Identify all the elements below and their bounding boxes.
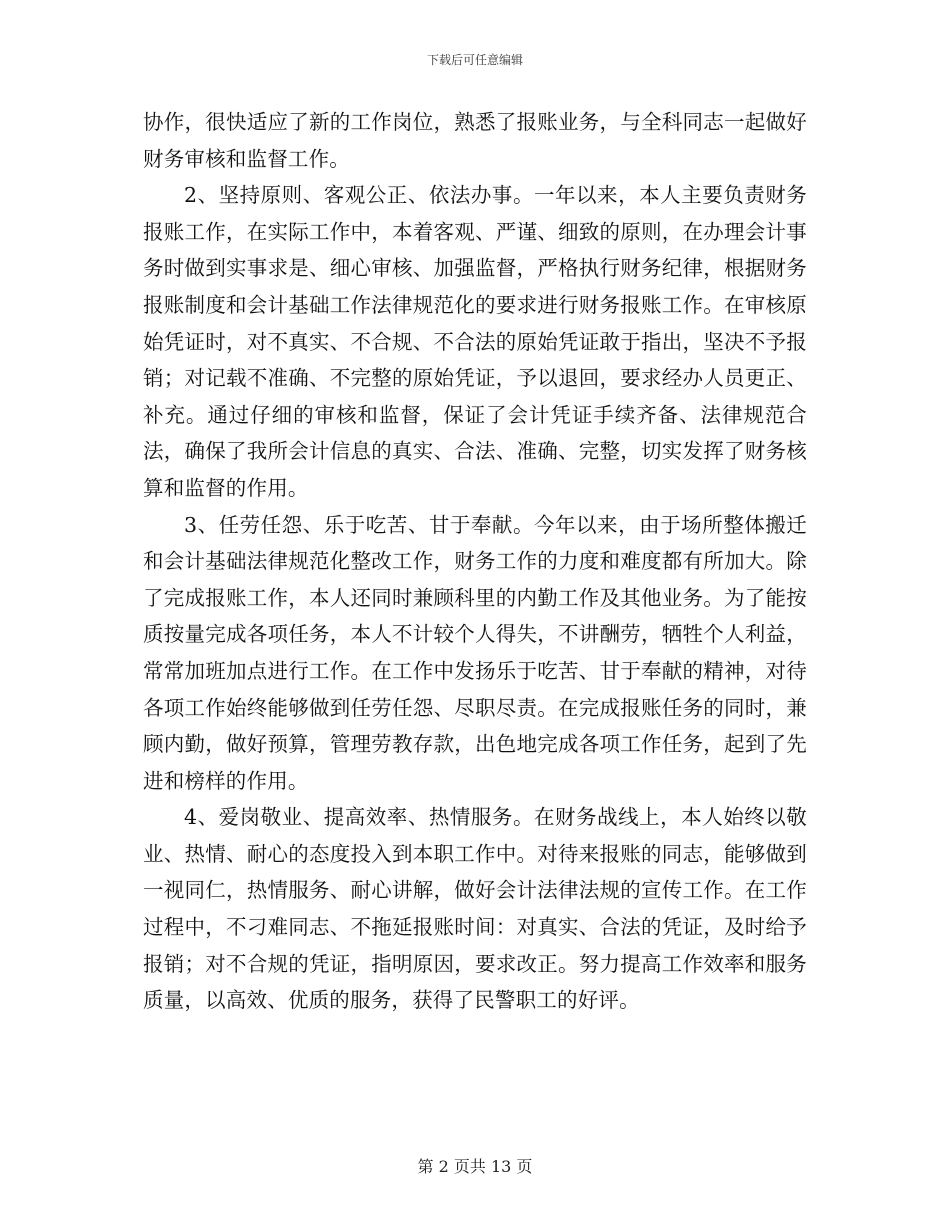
- paragraph-3: 3、任劳任怨、乐于吃苦、甘于奉献。今年以来，由于场所整体搬迁和会计基础法律规范化整改工作，财务工作的力度和难度都有所加大。除了完成报账工作，本人还同时兼顾科里的内勤工作及其他业务。为了能按质按量完成各项任务，本人不计较个人得失，不讲酬劳，牺牲个人利益，常常加班加点进行工作。在工作中发扬乐于吃苦、甘于奉献的精神，对待各项工作始终能够做到任劳任怨、尽职尽责。在完成报账任务的同时，兼顾内勤，做好预算，管理劳教存款，出色地完成各项工作任务，起到了先进和榜样的作用。: [143, 512, 807, 793]
- page-header: 下载后可任意编辑: [426, 53, 523, 67]
- document-body: [143, 104, 807, 1019]
- paragraph-4: 4、爱岗敬业、提高效率、热情服务。在财务战线上，本人始终以敬业、热情、耐心的态度投入到本职工作中。对待来报账的同志，能够做到一视同仁，热情服务、耐心讲解，做好会计法律法规的宣传工作。在工作过程中，不刁难同志、不拖延报账时间：对真实、合法的凭证，及时给予报销；对不合规的凭证，指明原因，要求改正。努力提高工作效率和服务质量，以高效、优质的服务，获得了民警职工的好评。: [143, 805, 807, 1013]
- paragraph-1: 协作，很快适应了新的工作岗位，熟悉了报账业务，与全科同志一起做好财务审核和监督工作。: [143, 110, 807, 171]
- paragraph-2: 2、坚持原则、客观公正、依法办事。一年以来，本人主要负责财务报账工作，在实际工作中，本着客观、严谨、细致的原则，在办理会计事务时做到实事求是、细心审核、加强监督，严格执行财务纪律，根据财务报账制度和会计基础工作法律规范化的要求进行财务报账工作。在审核原始凭证时，对不真实、不合规、不合法的原始凭证敢于指出，坚决不予报销；对记载不准确、不完整的原始凭证，予以退回，要求经办人员更正、补充。通过仔细的审核和监督，保证了会计凭证手续齐备、法律规范合法，确保了我所会计信息的真实、合法、准确、完整，切实发挥了财务核算和监督的作用。: [143, 183, 807, 500]
- page-footer: 第 2 页共 13 页: [417, 1157, 533, 1176]
